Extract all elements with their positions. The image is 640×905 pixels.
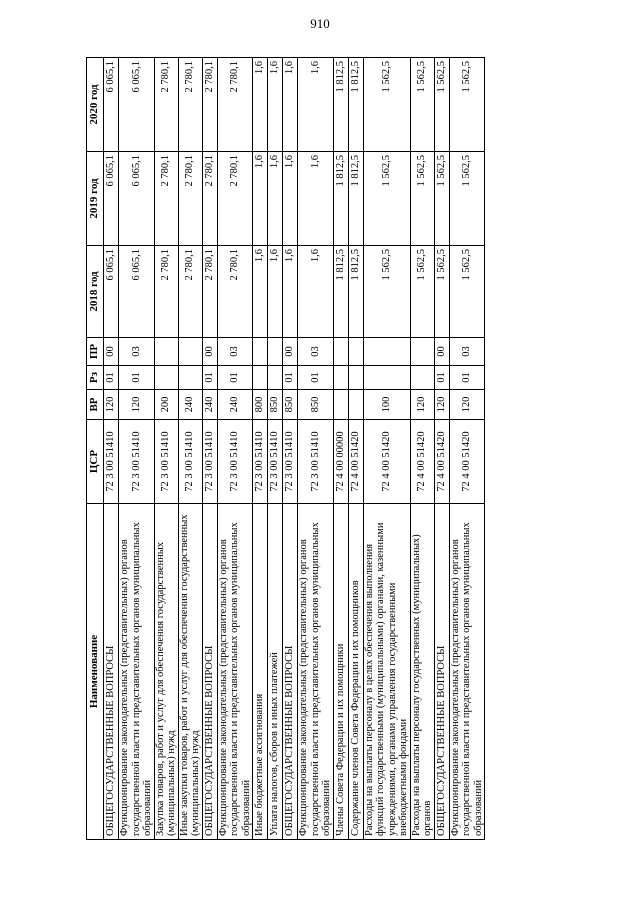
col-header-vr: ВР xyxy=(87,390,104,420)
cell-name: Закупка товаров, работ и услуг для обеспечения государственных (муниципальных) нужд xyxy=(154,504,178,840)
cell-vr: 100 xyxy=(363,390,410,420)
cell-rz: 01 xyxy=(449,366,485,390)
table-row xyxy=(348,58,363,840)
cell-pr xyxy=(154,338,178,366)
cell-pr xyxy=(348,338,363,366)
col-header-2019: 2019 год xyxy=(87,152,104,246)
cell-2019: 6 065,1 xyxy=(119,152,155,246)
cell-vr xyxy=(333,390,348,420)
cell-rz xyxy=(268,366,283,390)
cell-2018: 1 812,5 xyxy=(348,246,363,338)
cell-2019: 1,6 xyxy=(253,152,268,246)
cell-rz xyxy=(333,366,348,390)
col-header-rz: Рз xyxy=(87,366,104,390)
cell-2018: 1,6 xyxy=(298,246,334,338)
table-row xyxy=(410,58,434,840)
cell-2020: 1,6 xyxy=(268,58,283,152)
cell-name: Содержание членов Совета Федерации и их помощников xyxy=(348,504,363,840)
cell-rz xyxy=(178,366,202,390)
cell-vr: 800 xyxy=(253,390,268,420)
cell-vr: 200 xyxy=(154,390,178,420)
cell-pr: 03 xyxy=(119,338,155,366)
budget-table xyxy=(86,57,485,840)
cell-vr: 850 xyxy=(283,390,298,420)
col-header-2018: 2018 год xyxy=(87,246,104,338)
cell-2020: 2 780,1 xyxy=(202,58,217,152)
cell-vr: 120 xyxy=(434,390,449,420)
cell-pr xyxy=(178,338,202,366)
cell-name: ОБЩЕГОСУДАРСТВЕННЫЕ ВОПРОСЫ xyxy=(283,504,298,840)
table-row xyxy=(268,58,283,840)
cell-name: ОБЩЕГОСУДАРСТВЕННЫЕ ВОПРОСЫ xyxy=(202,504,217,840)
cell-rz: 01 xyxy=(298,366,334,390)
budget-table-container xyxy=(86,58,516,840)
cell-vr: 120 xyxy=(449,390,485,420)
cell-csr: 72 3 00 51410 xyxy=(178,420,202,504)
cell-2020: 1,6 xyxy=(283,58,298,152)
cell-name: ОБЩЕГОСУДАРСТВЕННЫЕ ВОПРОСЫ xyxy=(434,504,449,840)
cell-2020: 1 562,5 xyxy=(410,58,434,152)
cell-2018: 2 780,1 xyxy=(154,246,178,338)
cell-vr xyxy=(348,390,363,420)
table-row xyxy=(449,58,485,840)
cell-2018: 6 065,1 xyxy=(119,246,155,338)
cell-name: Расходы на выплаты персоналу в целях обеспечения выполнения функций государственными (муниципальными) органами, казенными учреждениями, органами управления государственными внебюджетными фондами xyxy=(363,504,410,840)
cell-2019: 2 780,1 xyxy=(202,152,217,246)
table-row xyxy=(217,58,253,840)
cell-2020: 1 812,5 xyxy=(348,58,363,152)
table-header-row xyxy=(87,58,104,840)
cell-pr: 03 xyxy=(449,338,485,366)
cell-csr: 72 4 00 51420 xyxy=(434,420,449,504)
cell-pr xyxy=(268,338,283,366)
cell-vr: 240 xyxy=(178,390,202,420)
cell-2018: 1 562,5 xyxy=(410,246,434,338)
cell-2020: 2 780,1 xyxy=(154,58,178,152)
cell-2018: 2 780,1 xyxy=(178,246,202,338)
cell-vr: 120 xyxy=(104,390,119,420)
cell-csr: 72 3 00 51410 xyxy=(202,420,217,504)
cell-2019: 1 562,5 xyxy=(410,152,434,246)
cell-csr: 72 4 00 51420 xyxy=(348,420,363,504)
cell-csr: 72 4 00 51420 xyxy=(410,420,434,504)
col-header-pr: ПР xyxy=(87,338,104,366)
cell-2020: 1,6 xyxy=(253,58,268,152)
cell-2019: 1 812,5 xyxy=(333,152,348,246)
col-header-name: Наименование xyxy=(87,504,104,840)
cell-2019: 1 562,5 xyxy=(363,152,410,246)
cell-name: Иные закупки товаров, работ и услуг для обеспечения государственных (муниципальных) нужд xyxy=(178,504,202,840)
page-number: 910 xyxy=(310,16,330,31)
cell-2020: 2 780,1 xyxy=(178,58,202,152)
cell-name: Функционирование законодательных (представительных) органов государственной власти и представительных органов муниципальных образований xyxy=(119,504,155,840)
cell-pr: 03 xyxy=(298,338,334,366)
cell-pr: 00 xyxy=(202,338,217,366)
cell-2019: 2 780,1 xyxy=(154,152,178,246)
cell-csr: 72 3 00 51410 xyxy=(119,420,155,504)
cell-2020: 2 780,1 xyxy=(217,58,253,152)
cell-2018: 1,6 xyxy=(283,246,298,338)
cell-pr: 00 xyxy=(434,338,449,366)
cell-2020: 1 562,5 xyxy=(449,58,485,152)
cell-2018: 2 780,1 xyxy=(202,246,217,338)
cell-name: Функционирование законодательных (представительных) органов государственной власти и представительных органов муниципальных образований xyxy=(217,504,253,840)
cell-name: Функционирование законодательных (представительных) органов государственной власти и представительных органов муниципальных образований xyxy=(298,504,334,840)
cell-name: Функционирование законодательных (представительных) органов государственной власти и представительных органов муниципальных образований xyxy=(449,504,485,840)
cell-csr: 72 3 00 51410 xyxy=(104,420,119,504)
cell-2018: 1,6 xyxy=(268,246,283,338)
cell-2020: 1,6 xyxy=(298,58,334,152)
cell-csr: 72 4 00 00000 xyxy=(333,420,348,504)
cell-name: Уплата налогов, сборов и иных платежей xyxy=(268,504,283,840)
cell-2019: 1,6 xyxy=(298,152,334,246)
cell-rz xyxy=(253,366,268,390)
cell-rz xyxy=(410,366,434,390)
cell-csr: 72 3 00 51410 xyxy=(283,420,298,504)
table-row xyxy=(104,58,119,840)
cell-rz: 01 xyxy=(104,366,119,390)
cell-csr: 72 4 00 51420 xyxy=(449,420,485,504)
cell-2019: 1 812,5 xyxy=(348,152,363,246)
cell-2019: 6 065,1 xyxy=(104,152,119,246)
cell-rz xyxy=(348,366,363,390)
cell-2020: 6 065,1 xyxy=(104,58,119,152)
col-header-csr: ЦСР xyxy=(87,420,104,504)
cell-2019: 1,6 xyxy=(268,152,283,246)
cell-pr xyxy=(333,338,348,366)
cell-name: Члены Совета Федерации и их помощники xyxy=(333,504,348,840)
cell-vr: 240 xyxy=(217,390,253,420)
cell-rz: 01 xyxy=(217,366,253,390)
cell-2019: 1,6 xyxy=(283,152,298,246)
cell-name: ОБЩЕГОСУДАРСТВЕННЫЕ ВОПРОСЫ xyxy=(104,504,119,840)
cell-csr: 72 3 00 51410 xyxy=(298,420,334,504)
cell-vr: 120 xyxy=(410,390,434,420)
cell-pr xyxy=(253,338,268,366)
cell-2018: 1 562,5 xyxy=(434,246,449,338)
cell-pr: 00 xyxy=(104,338,119,366)
cell-rz: 01 xyxy=(202,366,217,390)
cell-pr: 00 xyxy=(283,338,298,366)
cell-vr: 850 xyxy=(298,390,334,420)
table-row xyxy=(363,58,410,840)
cell-2019: 1 562,5 xyxy=(434,152,449,246)
table-row xyxy=(119,58,155,840)
table-row xyxy=(253,58,268,840)
cell-rz xyxy=(154,366,178,390)
table-row xyxy=(154,58,178,840)
cell-vr: 120 xyxy=(119,390,155,420)
table-row xyxy=(283,58,298,840)
cell-rz: 01 xyxy=(283,366,298,390)
rotated-page-area xyxy=(86,58,516,840)
cell-2018: 1,6 xyxy=(253,246,268,338)
cell-name: Расходы на выплаты персоналу государственных (муниципальных) органов xyxy=(410,504,434,840)
cell-vr: 240 xyxy=(202,390,217,420)
cell-pr: 03 xyxy=(217,338,253,366)
table-row xyxy=(333,58,348,840)
cell-vr: 850 xyxy=(268,390,283,420)
cell-2018: 1 562,5 xyxy=(449,246,485,338)
cell-2019: 2 780,1 xyxy=(178,152,202,246)
cell-csr: 72 3 00 51410 xyxy=(253,420,268,504)
cell-2018: 1 812,5 xyxy=(333,246,348,338)
table-row xyxy=(434,58,449,840)
cell-pr xyxy=(363,338,410,366)
cell-2018: 6 065,1 xyxy=(104,246,119,338)
cell-name: Иные бюджетные ассигнования xyxy=(253,504,268,840)
col-header-2020: 2020 год xyxy=(87,58,104,152)
cell-rz xyxy=(363,366,410,390)
cell-2020: 6 065,1 xyxy=(119,58,155,152)
cell-2020: 1 562,5 xyxy=(434,58,449,152)
table-row xyxy=(178,58,202,840)
cell-csr: 72 4 00 51420 xyxy=(363,420,410,504)
table-row xyxy=(202,58,217,840)
cell-csr: 72 3 00 51410 xyxy=(154,420,178,504)
cell-2020: 1 812,5 xyxy=(333,58,348,152)
cell-2019: 2 780,1 xyxy=(217,152,253,246)
cell-csr: 72 3 00 51410 xyxy=(217,420,253,504)
cell-rz: 01 xyxy=(119,366,155,390)
cell-2020: 1 562,5 xyxy=(363,58,410,152)
table-row xyxy=(298,58,334,840)
cell-2018: 1 562,5 xyxy=(363,246,410,338)
cell-2018: 2 780,1 xyxy=(217,246,253,338)
cell-pr xyxy=(410,338,434,366)
cell-csr: 72 3 00 51410 xyxy=(268,420,283,504)
cell-2019: 1 562,5 xyxy=(449,152,485,246)
cell-rz: 01 xyxy=(434,366,449,390)
